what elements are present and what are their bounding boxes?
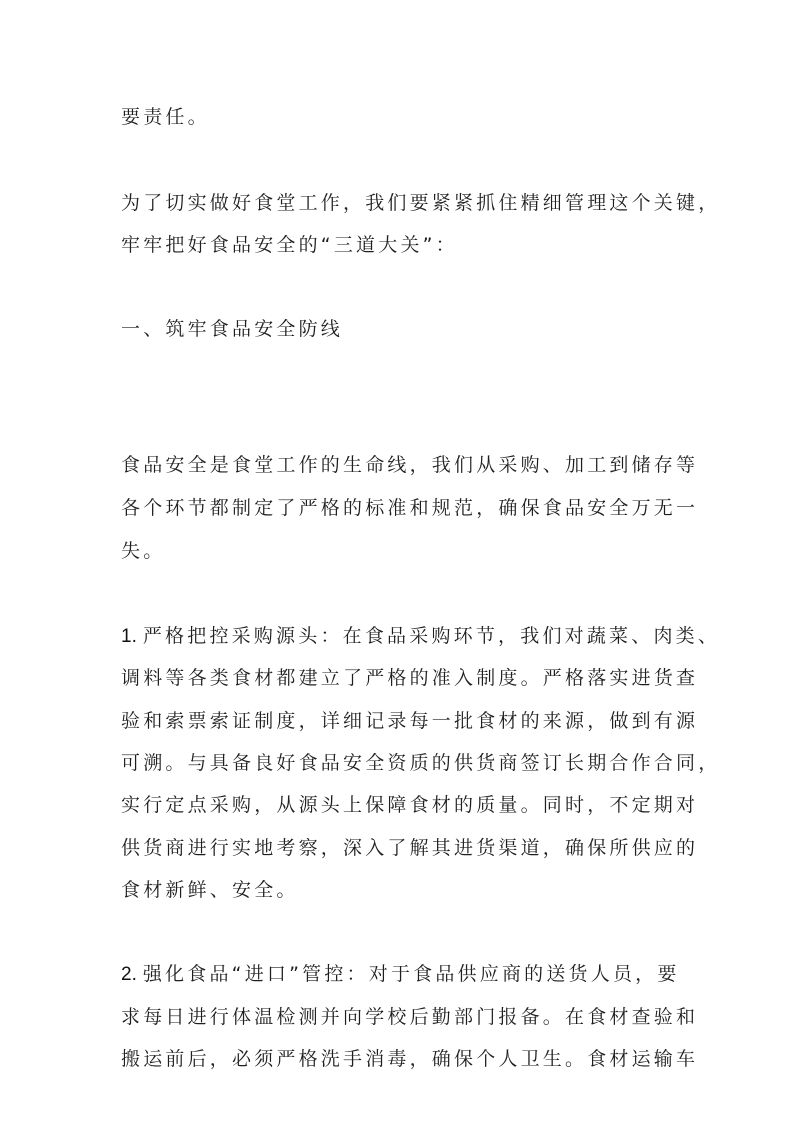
text-line: 为了切实做好食堂工作，我们要紧紧抓住精细管理这个关键， — [121, 192, 721, 214]
list-item-2-line-1 — [121, 962, 680, 987]
text-line: 牢牢把好食品安全的“三道大关”： — [121, 234, 458, 256]
section-paragraph-line-3 — [121, 539, 165, 563]
intro-paragraph-line-2 — [121, 233, 458, 257]
section-heading-text: 一、筑牢食品安全防线 — [121, 318, 344, 340]
list-number: 2. — [121, 964, 137, 985]
text-line: 验和索票索证制度，详细记录每一批食材的来源，做到有源 — [121, 710, 699, 732]
text-line: 严格把控采购源头：在食品采购环节，我们对蔬菜、肉类、 — [142, 625, 721, 647]
section-paragraph-line-1 — [121, 453, 698, 477]
list-item-1-line-2 — [121, 666, 698, 690]
intro-paragraph-line-1 — [121, 191, 720, 215]
paragraph-tail-line — [121, 105, 210, 129]
text-line: 求每日进行体温检测并向学校后勤部门报备。在食材查验和 — [121, 1006, 699, 1028]
text-line: 强化食品“进口”管控：对于食品供应商的送货人员，要 — [142, 963, 680, 985]
text-line: 食材新鲜、安全。 — [121, 879, 299, 901]
list-item-1-line-7 — [121, 878, 299, 902]
text-line: 调料等各类食材都建立了严格的准入制度。严格落实进货查 — [121, 667, 699, 689]
text-line: 失。 — [121, 540, 166, 562]
text-line: 实行定点采购，从源头上保障食材的质量。同时，不定期对 — [121, 794, 699, 816]
text-line: 供货商进行实地考察，深入了解其进货渠道，确保所供应的 — [121, 837, 699, 859]
list-item-1-line-4 — [121, 751, 720, 775]
section-paragraph-line-2 — [121, 496, 698, 520]
list-item-2-line-3 — [121, 1047, 698, 1071]
text-line: 要责任。 — [121, 106, 210, 128]
list-item-2-line-2 — [121, 1005, 698, 1029]
text-line: 食品安全是食堂工作的生命线，我们从采购、加工到储存等 — [121, 454, 699, 476]
text-line: 可溯。与具备良好食品安全资质的供货商签订长期合作合同， — [121, 752, 721, 774]
text-line: 搬运前后，必须严格洗手消毒，确保个人卫生。食材运输车 — [121, 1048, 699, 1070]
text-line: 各个环节都制定了严格的标准和规范，确保食品安全万无一 — [121, 497, 699, 519]
list-item-1-line-1 — [121, 624, 720, 649]
list-item-1-line-5 — [121, 793, 698, 817]
section-heading — [121, 317, 343, 341]
list-item-1-line-3 — [121, 709, 698, 733]
list-item-1-line-6 — [121, 836, 698, 860]
list-number: 1. — [121, 626, 137, 647]
